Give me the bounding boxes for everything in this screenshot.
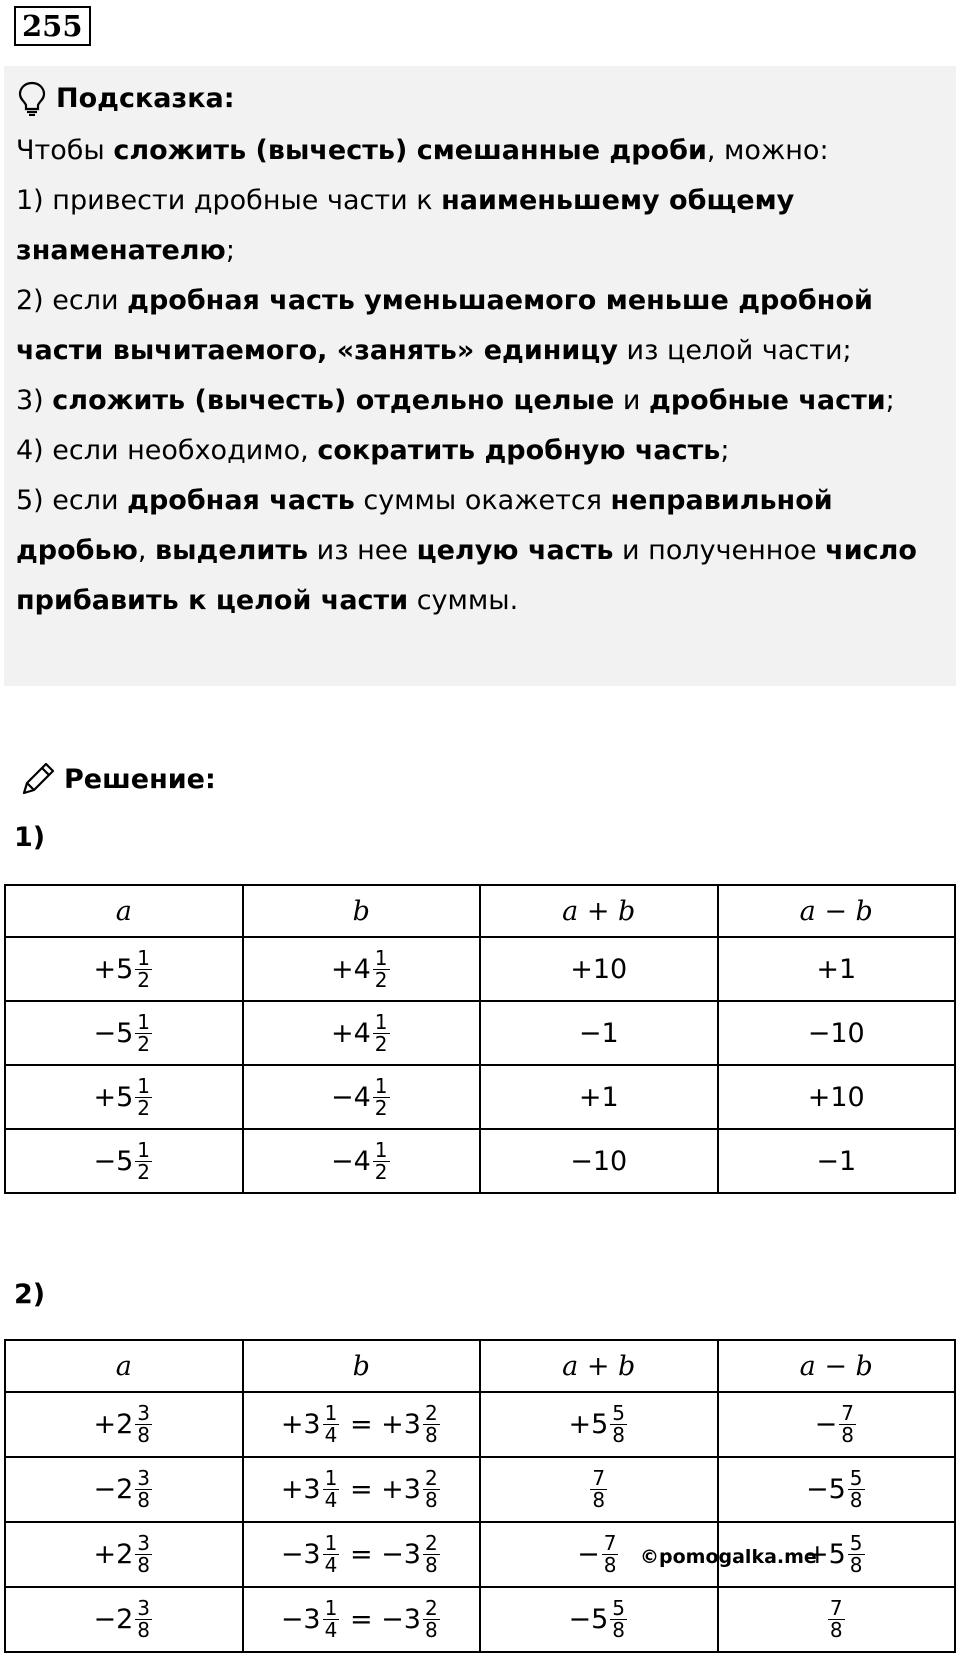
fraction (423, 1598, 440, 1641)
hint-text-segment: 3) (16, 385, 53, 416)
hint-text-segment: Чтобы (16, 135, 114, 166)
numerator: 5 (849, 1531, 863, 1555)
whole-number: +10 (570, 954, 628, 985)
whole-number: − (577, 1539, 600, 1570)
fraction (828, 1598, 845, 1641)
table-cell (718, 1129, 956, 1193)
hint-bold-text: целую часть (416, 535, 614, 566)
whole-number: −2 (93, 1604, 134, 1635)
fraction (423, 1533, 440, 1576)
table-cell (5, 1129, 243, 1193)
numerator: 1 (137, 945, 151, 970)
whole-number: = +3 (341, 1409, 421, 1440)
table-cell (5, 1587, 243, 1652)
numerator: 5 (612, 1596, 626, 1620)
hint-bold-text: дробная часть уменьшаемого меньше дробной (127, 285, 873, 316)
numerator: 5 (849, 1466, 863, 1490)
hint-bold-text: знаменателю (16, 235, 226, 266)
denominator: 4 (324, 1618, 338, 1642)
header-diff: a − b (718, 1340, 956, 1392)
table-cell (718, 937, 956, 1001)
whole-number: −1 (816, 1146, 857, 1177)
fraction (135, 1468, 152, 1511)
fraction (373, 1073, 390, 1120)
denominator: 2 (137, 1095, 151, 1120)
whole-number: −5 (93, 1145, 134, 1177)
whole-number: +5 (568, 1409, 609, 1440)
whole-number: = −3 (341, 1604, 421, 1635)
part1-label: 1) (14, 822, 46, 853)
fraction (839, 1403, 856, 1446)
fraction (135, 1009, 152, 1056)
numerator: 1 (324, 1401, 338, 1425)
part2-label: 2) (14, 1279, 46, 1310)
whole-number: −5 (93, 1017, 134, 1049)
denominator: 8 (612, 1618, 626, 1642)
denominator: 8 (849, 1553, 863, 1577)
hint-bold-text: сократить дробную часть (317, 435, 721, 466)
table-part1 (4, 884, 956, 1194)
table-cell (480, 1587, 718, 1652)
hint-text-segment: ; (225, 235, 235, 266)
hint-text-segment: и полученное (613, 535, 826, 566)
header-sum: a + b (480, 1340, 718, 1392)
hint-bold-text: неправильной (610, 485, 833, 516)
denominator: 8 (424, 1488, 438, 1512)
table-row (5, 937, 955, 1001)
denominator: 8 (612, 1423, 626, 1447)
numerator: 1 (137, 1073, 151, 1098)
lightbulb-icon (16, 80, 48, 116)
whole-number: +2 (93, 1409, 134, 1440)
fraction (610, 1598, 627, 1641)
whole-number: = −3 (341, 1539, 421, 1570)
whole-number: +5 (93, 953, 134, 985)
table-cell (5, 937, 243, 1001)
table-row (5, 1457, 955, 1522)
hint-text-segment: суммы. (408, 585, 519, 616)
denominator: 8 (829, 1618, 843, 1642)
denominator: 8 (137, 1423, 151, 1447)
denominator: 2 (374, 967, 388, 992)
fraction (135, 1598, 152, 1641)
table-cell (5, 1522, 243, 1587)
denominator: 8 (849, 1488, 863, 1512)
numerator: 1 (137, 1009, 151, 1034)
hint-text-segment: , (137, 535, 156, 566)
numerator: 7 (841, 1401, 854, 1425)
table-cell (243, 1065, 481, 1129)
whole-number: −3 (280, 1539, 321, 1570)
hint-text-segment: и (614, 385, 650, 416)
hint-text-segment: ; (720, 435, 730, 466)
fraction (323, 1598, 340, 1641)
header-sum: a + b (480, 885, 718, 937)
hint-line (16, 126, 944, 176)
table-cell (5, 1001, 243, 1065)
denominator: 4 (324, 1488, 338, 1512)
hint-bold-text: прибавить к целой части (16, 585, 409, 616)
whole-number: −3 (280, 1604, 321, 1635)
fraction (602, 1533, 619, 1576)
hint-bold-text: сложить (вычесть) смешанные дроби (113, 135, 707, 166)
hint-bold-text: дробью (16, 535, 138, 566)
whole-number: − (814, 1409, 838, 1440)
hint-line (16, 426, 944, 476)
numerator: 5 (612, 1401, 626, 1425)
header-a: a (5, 1340, 243, 1392)
whole-number: +1 (578, 1082, 619, 1113)
whole-number: = +3 (341, 1474, 421, 1505)
whole-number: −2 (93, 1474, 134, 1505)
hint-text-segment: 1) привести дробные части к (16, 185, 442, 216)
whole-number: +5 (93, 1081, 134, 1113)
header-a: a (5, 885, 243, 937)
numerator: 1 (324, 1596, 338, 1620)
numerator: 2 (424, 1531, 438, 1555)
numerator: 1 (137, 1137, 151, 1162)
table-row (5, 1129, 955, 1193)
whole-number: −10 (570, 1146, 628, 1177)
table-row (5, 1392, 955, 1457)
header-row (5, 885, 955, 937)
hint-line (16, 276, 944, 326)
whole-number: +1 (816, 954, 857, 985)
fraction (135, 1073, 152, 1120)
numerator: 3 (137, 1531, 151, 1555)
denominator: 8 (137, 1618, 151, 1642)
hint-bold-text: выделить (155, 535, 309, 566)
numerator: 2 (424, 1466, 438, 1490)
fraction (135, 945, 152, 992)
fraction (423, 1468, 440, 1511)
whole-number: +4 (330, 953, 371, 985)
hint-line (16, 226, 944, 276)
denominator: 8 (424, 1553, 438, 1577)
task-number: 255 (14, 6, 91, 46)
watermark: ©pomogalka.me (640, 1546, 817, 1568)
whole-number: −10 (807, 1018, 865, 1049)
fraction (610, 1403, 627, 1446)
table-cell (718, 1065, 956, 1129)
solution-title: Решение: (64, 763, 216, 795)
table-cell (718, 1392, 956, 1457)
whole-number: −4 (330, 1145, 371, 1177)
whole-number: +2 (93, 1539, 134, 1570)
table-cell (480, 1001, 718, 1065)
hint-box (4, 66, 956, 686)
table-cell (5, 1392, 243, 1457)
fraction (848, 1533, 865, 1576)
fraction (590, 1468, 607, 1511)
numerator: 2 (424, 1401, 438, 1425)
denominator: 8 (424, 1618, 438, 1642)
denominator: 2 (137, 1031, 151, 1056)
header-row (5, 1340, 955, 1392)
whole-number: +10 (807, 1082, 865, 1113)
numerator: 7 (603, 1531, 617, 1555)
table-cell (480, 1129, 718, 1193)
hint-bold-text: части вычитаемого, «занять» единицу (16, 335, 618, 366)
hint-text-segment: 4) если необходимо, (16, 435, 318, 466)
fraction (135, 1137, 152, 1184)
fraction (323, 1468, 340, 1511)
table-cell (718, 1457, 956, 1522)
table-cell (243, 937, 481, 1001)
hint-text-segment: , можно: (706, 135, 829, 166)
fraction (423, 1403, 440, 1446)
table-cell (718, 1001, 956, 1065)
denominator: 4 (324, 1553, 338, 1577)
hint-line (16, 576, 944, 626)
denominator: 8 (603, 1553, 617, 1577)
hint-line (16, 526, 944, 576)
hint-line (16, 476, 944, 526)
numerator: 7 (592, 1466, 606, 1490)
numerator: 1 (374, 1137, 388, 1162)
numerator: 1 (374, 1009, 388, 1034)
numerator: 1 (324, 1466, 338, 1490)
denominator: 8 (137, 1488, 151, 1512)
whole-number: −5 (568, 1604, 609, 1635)
fraction (848, 1468, 865, 1511)
table-cell (243, 1457, 481, 1522)
numerator: 3 (137, 1596, 151, 1620)
numerator: 3 (137, 1401, 151, 1425)
table-row (5, 1587, 955, 1652)
numerator: 1 (374, 1073, 388, 1098)
hint-bold-text: сложить (вычесть) отдельно целые (52, 385, 615, 416)
table-part2 (4, 1339, 956, 1653)
denominator: 8 (592, 1488, 606, 1512)
table-cell (243, 1587, 481, 1652)
numerator: 1 (374, 945, 388, 970)
denominator: 8 (424, 1423, 438, 1447)
table-row (5, 1001, 955, 1065)
table-cell (5, 1457, 243, 1522)
fraction (135, 1533, 152, 1576)
whole-number: −4 (330, 1081, 371, 1113)
hint-bold-text: число (825, 535, 917, 566)
numerator: 7 (829, 1596, 843, 1620)
hint-text (16, 126, 944, 626)
table-cell (718, 1587, 956, 1652)
fraction (373, 1137, 390, 1184)
hint-bold-text: дробные части (649, 385, 886, 416)
table-cell (480, 1392, 718, 1457)
solution-header (18, 757, 216, 801)
header-b: b (243, 885, 481, 937)
whole-number: +3 (280, 1409, 321, 1440)
table-cell (243, 1392, 481, 1457)
hint-text-segment: ; (885, 385, 895, 416)
denominator: 2 (374, 1031, 388, 1056)
pencil-icon (18, 759, 58, 799)
denominator: 2 (137, 1159, 151, 1184)
denominator: 2 (374, 1095, 388, 1120)
hint-text-segment: из целой части; (617, 335, 852, 366)
hint-line (16, 326, 944, 376)
hint-text-segment: 2) если (16, 285, 128, 316)
denominator: 8 (841, 1423, 854, 1447)
denominator: 8 (137, 1553, 151, 1577)
hint-line (16, 376, 944, 426)
hint-bold-text: наименьшему общему (441, 185, 795, 216)
numerator: 2 (424, 1596, 438, 1620)
fraction (323, 1533, 340, 1576)
fraction (373, 1009, 390, 1056)
table-cell (243, 1001, 481, 1065)
table-cell (480, 1065, 718, 1129)
denominator: 2 (137, 967, 151, 992)
denominator: 4 (324, 1423, 338, 1447)
header-diff: a − b (718, 885, 956, 937)
table-cell (480, 937, 718, 1001)
hint-header (16, 76, 944, 120)
hint-title: Подсказка: (56, 82, 235, 114)
table-cell (243, 1129, 481, 1193)
denominator: 2 (374, 1159, 388, 1184)
table-cell (243, 1522, 481, 1587)
whole-number: −5 (805, 1474, 846, 1505)
fraction (323, 1403, 340, 1446)
hint-text-segment: суммы окажется (354, 485, 611, 516)
whole-number: +3 (280, 1474, 321, 1505)
hint-text-segment: из нее (308, 535, 417, 566)
fraction (135, 1403, 152, 1446)
table-cell (5, 1065, 243, 1129)
hint-bold-text: дробная часть (127, 485, 355, 516)
hint-text-segment: 5) если (16, 485, 128, 516)
table-row (5, 1065, 955, 1129)
numerator: 3 (137, 1466, 151, 1490)
fraction (373, 945, 390, 992)
numerator: 1 (324, 1531, 338, 1555)
table-cell (480, 1457, 718, 1522)
whole-number: −1 (578, 1018, 619, 1049)
hint-line (16, 176, 944, 226)
header-b: b (243, 1340, 481, 1392)
whole-number: +5 (805, 1539, 846, 1570)
whole-number: +4 (330, 1017, 371, 1049)
